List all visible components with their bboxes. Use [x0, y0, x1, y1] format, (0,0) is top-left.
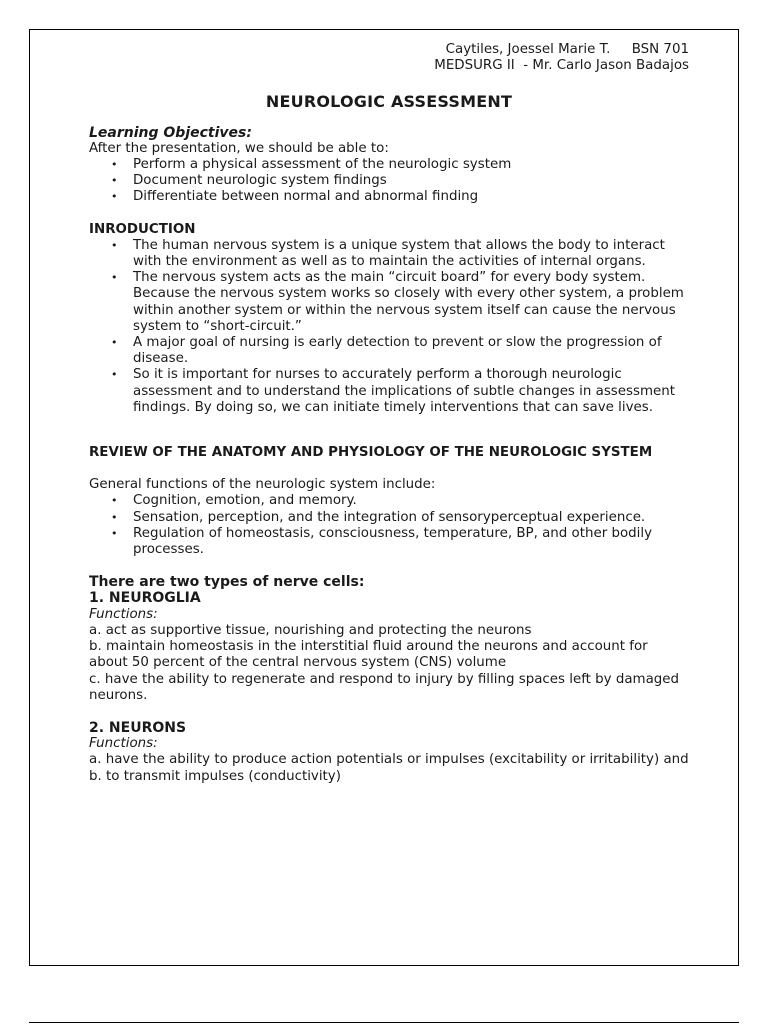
neurons-functions-label: Functions:	[89, 736, 158, 752]
neurons-heading: 2. NEURONS	[89, 719, 187, 736]
introduction-heading: INRODUCTION	[89, 221, 196, 237]
neuroglia-heading: 1. NEUROGLIA	[89, 590, 201, 607]
list-item: • Document neurologic system findings	[89, 173, 689, 189]
list-item: • Sensation, perception, and the integration of sensoryperceptual experience.	[89, 510, 689, 526]
objectives-heading: Learning Objectives:	[89, 124, 252, 141]
review-intro: General functions of the neurologic system include:	[89, 477, 436, 493]
next-page-edge	[29, 1022, 739, 1023]
neuroglia-function-b: b. maintain homeostasis in the interstitial fluid around the neurons and account for about 50 percent of the central nervous system (CNS) volume	[89, 639, 648, 671]
neurons-function-b: b. to transmit impulses (conductivity)	[89, 768, 341, 784]
list-item: • So it is important for nurses to accurately perform a thorough neurologic assessment and to understand the implications of subtle changes in assessment findings. By doing so, we can initiate timely interventions that can save lives.	[89, 367, 689, 416]
list-item: • A major goal of nursing is early detection to prevent or slow the progression of disease.	[89, 335, 689, 367]
list-item: • Cognition, emotion, and memory.	[89, 493, 689, 509]
neuroglia-function-a: a. act as supportive tissue, nourishing and protecting the neurons	[89, 622, 532, 638]
list-item: • Regulation of homeostasis, consciousness, temperature, BP, and other bodily processes.	[89, 526, 689, 558]
list-item: • Perform a physical assessment of the neurologic system	[89, 157, 689, 173]
course-line: MEDSURG II - Mr. Carlo Jason Badajos	[434, 58, 689, 74]
neuroglia-functions-label: Functions:	[89, 606, 158, 622]
review-heading: REVIEW OF THE ANATOMY AND PHYSIOLOGY OF THE NEUROLOGIC SYSTEM	[89, 445, 653, 461]
list-item: • The nervous system acts as the main “circuit board” for every body system. Because the nervous system works so closely with every other system, a problem within another system or within the nervous system itself can cause the nervous system to “short-circuit.”	[89, 270, 689, 335]
document-body	[89, 42, 689, 785]
author-line: Caytiles, Joessel Marie T. BSN 701	[445, 42, 689, 57]
neurons-function-a: a. have the ability to produce action potentials or impulses (excitability or irritability) and	[89, 752, 689, 768]
list-item: • The human nervous system is a unique system that allows the body to interact with the environment as well as to maintain the activities of internal organs.	[89, 238, 689, 270]
nerve-cells-heading: There are two types of nerve cells:	[89, 574, 365, 591]
objectives-intro: After the presentation, we should be able to:	[89, 140, 389, 156]
neuroglia-function-c: c. have the ability to regenerate and respond to injury by filling spaces left by damaged neurons.	[89, 671, 680, 703]
objectives-list	[89, 157, 689, 206]
review-list	[89, 493, 689, 558]
document-title: NEUROLOGIC ASSESSMENT	[265, 92, 513, 112]
introduction-list	[89, 238, 689, 416]
list-item: • Differentiate between normal and abnormal finding	[89, 189, 689, 205]
